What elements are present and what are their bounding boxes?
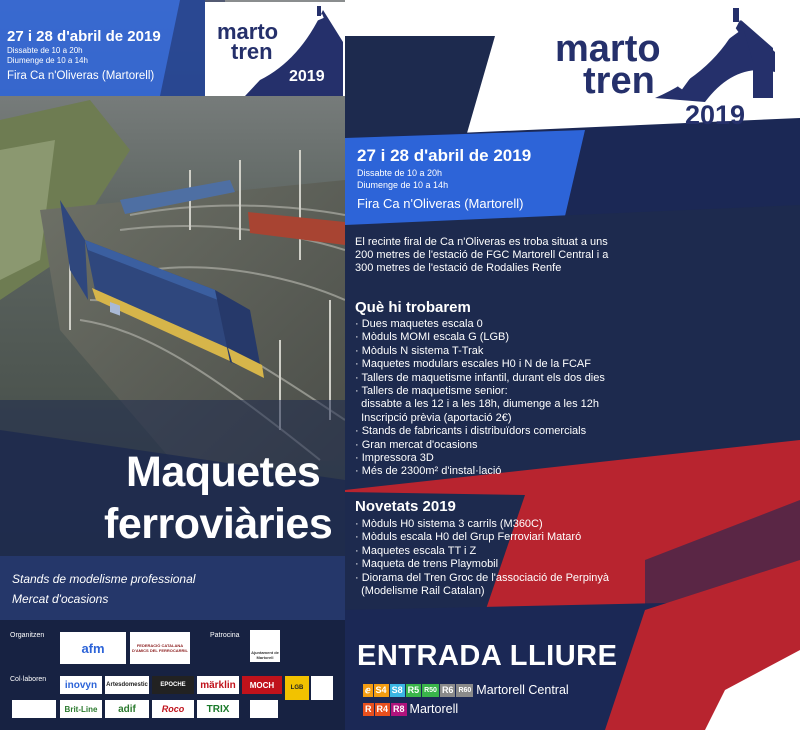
list-item: dissabte a les 12 i a les 18h, diumenge a les 12h bbox=[355, 398, 599, 411]
list-item: · Mòduls escala H0 del Grup Ferroviari Mataró bbox=[355, 531, 582, 544]
trix-logo: TRIX bbox=[197, 700, 239, 718]
ajuntament-logo: Ajuntament de Martorell bbox=[250, 630, 280, 662]
list-item: · Maquetes escala TT i Z bbox=[355, 544, 477, 557]
fgc-logo-icon: ⅇ bbox=[365, 684, 371, 695]
market-text: Mercat d'ocasions bbox=[12, 592, 109, 606]
list-item: · Gran mercat d'ocasions bbox=[355, 438, 478, 451]
stands-box bbox=[0, 556, 345, 620]
list-item: · Dues maquetes escala 0 bbox=[355, 318, 483, 330]
line-badge: R bbox=[365, 704, 372, 714]
lgb-logo: LGB bbox=[285, 676, 309, 700]
line-badge: R60 bbox=[456, 684, 473, 697]
title-line-2: ferroviàries bbox=[104, 500, 333, 548]
intro-text bbox=[355, 236, 695, 275]
right-saturday-hours: Dissabte de 10 a 20h bbox=[357, 168, 443, 178]
novetats-heading: Novetats 2019 bbox=[355, 498, 456, 515]
list-item: · Més de 2300m² d'instal·lació bbox=[355, 465, 502, 478]
left-saturday-hours: Dissabte de 10 a 20h bbox=[7, 46, 83, 55]
left-title-area bbox=[0, 0, 345, 560]
patrocina-label: Patrocina bbox=[210, 632, 240, 639]
right-venue: Fira Ca n'Oliveras (Martorell) bbox=[357, 196, 524, 211]
britline-logo: Brit-Line bbox=[60, 700, 102, 718]
left-logo-line1: marto bbox=[217, 19, 279, 44]
right-martotren-logo bbox=[545, 2, 795, 138]
moch-logo: MOCH bbox=[242, 676, 282, 694]
line-badge: R50 bbox=[422, 684, 439, 697]
right-logo-year: 2019 bbox=[685, 100, 746, 130]
right-logo-line1: marto bbox=[555, 28, 661, 70]
list-item: · Mòduls MOMI escala G (LGB) bbox=[355, 331, 510, 344]
list-item: Inscripció prèvia (aportació 2€) bbox=[355, 411, 512, 424]
line-badge: R5 bbox=[407, 685, 420, 695]
left-logo-year: 2019 bbox=[289, 68, 325, 85]
afm-logo: afm bbox=[60, 632, 126, 664]
renfe-station: Martorell bbox=[409, 702, 459, 716]
fcaf-logo: FEDERACIÓ CATALANA D'AMICS DEL FERROCARRIL bbox=[130, 632, 190, 664]
list-item: · Tallers de maquetisme infantil, durant els dos dies bbox=[355, 371, 605, 384]
right-sunday-hours: Diumenge de 10 a 14h bbox=[357, 180, 449, 190]
list-item: · Maqueta de trens Playmobil bbox=[355, 558, 499, 571]
collab-logo-left bbox=[12, 700, 56, 718]
left-sunday-hours: Diumenge de 10 a 14h bbox=[7, 56, 88, 65]
adif-logo: adif bbox=[105, 700, 149, 718]
collab-logo-extra bbox=[311, 676, 333, 700]
left-venue: Fira Ca n'Oliveras (Martorell) bbox=[7, 70, 155, 82]
intro-line: El recinte firal de Ca n'Oliveras es troba situat a uns bbox=[355, 236, 608, 248]
left-panel bbox=[0, 0, 345, 730]
que-heading: Què hi trobarem bbox=[355, 299, 471, 316]
collab-logo-right bbox=[250, 700, 278, 718]
inovyn-logo: inovyn bbox=[60, 676, 102, 694]
list-item: · Maquetes modulars escales H0 i N de la FCAF bbox=[355, 358, 591, 371]
stands-text: Stands de modelisme professional bbox=[12, 572, 196, 586]
renfe-lines-row bbox=[363, 702, 458, 716]
fgc-station: Martorell Central bbox=[476, 683, 569, 697]
col-laboren-label: Col·laboren bbox=[10, 676, 47, 683]
que-list bbox=[355, 318, 605, 479]
left-logo-line2: tren bbox=[231, 39, 273, 64]
artesdomestic-logo: Artesdomestic bbox=[105, 676, 149, 694]
right-date: 27 i 28 d'abril de 2019 bbox=[357, 146, 532, 165]
intro-line: 200 metres de l'estació de FGC Martorell Central i a bbox=[355, 249, 609, 261]
right-panel bbox=[345, 0, 800, 730]
list-item: · Tallers de maquetisme senior: bbox=[355, 385, 508, 398]
novetats-list bbox=[355, 518, 609, 598]
right-logo-line2: tren bbox=[583, 60, 655, 102]
organitzen-label: Organitzen bbox=[10, 632, 45, 639]
list-item: · Mòduls H0 sistema 3 carrils (M360C) bbox=[355, 518, 543, 530]
marklin-logo: märklin bbox=[197, 676, 239, 694]
line-badge: R6 bbox=[441, 685, 454, 695]
epoche-logo: EPOCHE bbox=[152, 676, 194, 694]
line-badge: R8 bbox=[393, 704, 405, 714]
title-line-1: Maquetes bbox=[126, 448, 321, 496]
left-date: 27 i 28 d'abril de 2019 bbox=[7, 28, 161, 45]
roco-logo: Roco bbox=[152, 700, 194, 718]
line-badge: R4 bbox=[376, 704, 389, 714]
free-entry-heading: ENTRADA LLIURE bbox=[357, 640, 618, 672]
sponsors-area bbox=[0, 620, 345, 730]
fgc-lines-row bbox=[363, 683, 569, 697]
list-item: · Diorama del Tren Groc de l'associació de Perpinyà bbox=[355, 571, 609, 584]
line-badge: S4 bbox=[375, 685, 387, 695]
list-item: · Impressora 3D bbox=[355, 452, 434, 465]
line-badge: S8 bbox=[391, 685, 403, 695]
list-item: · Mòduls N sistema T-Trak bbox=[355, 344, 484, 357]
list-item: · Stands de fabricants i distribuïdors comercials bbox=[355, 425, 587, 438]
intro-line: 300 metres de l'estació de Rodalies Renfe bbox=[355, 262, 562, 274]
list-item: (Modelisme Rail Catalan) bbox=[355, 585, 485, 598]
